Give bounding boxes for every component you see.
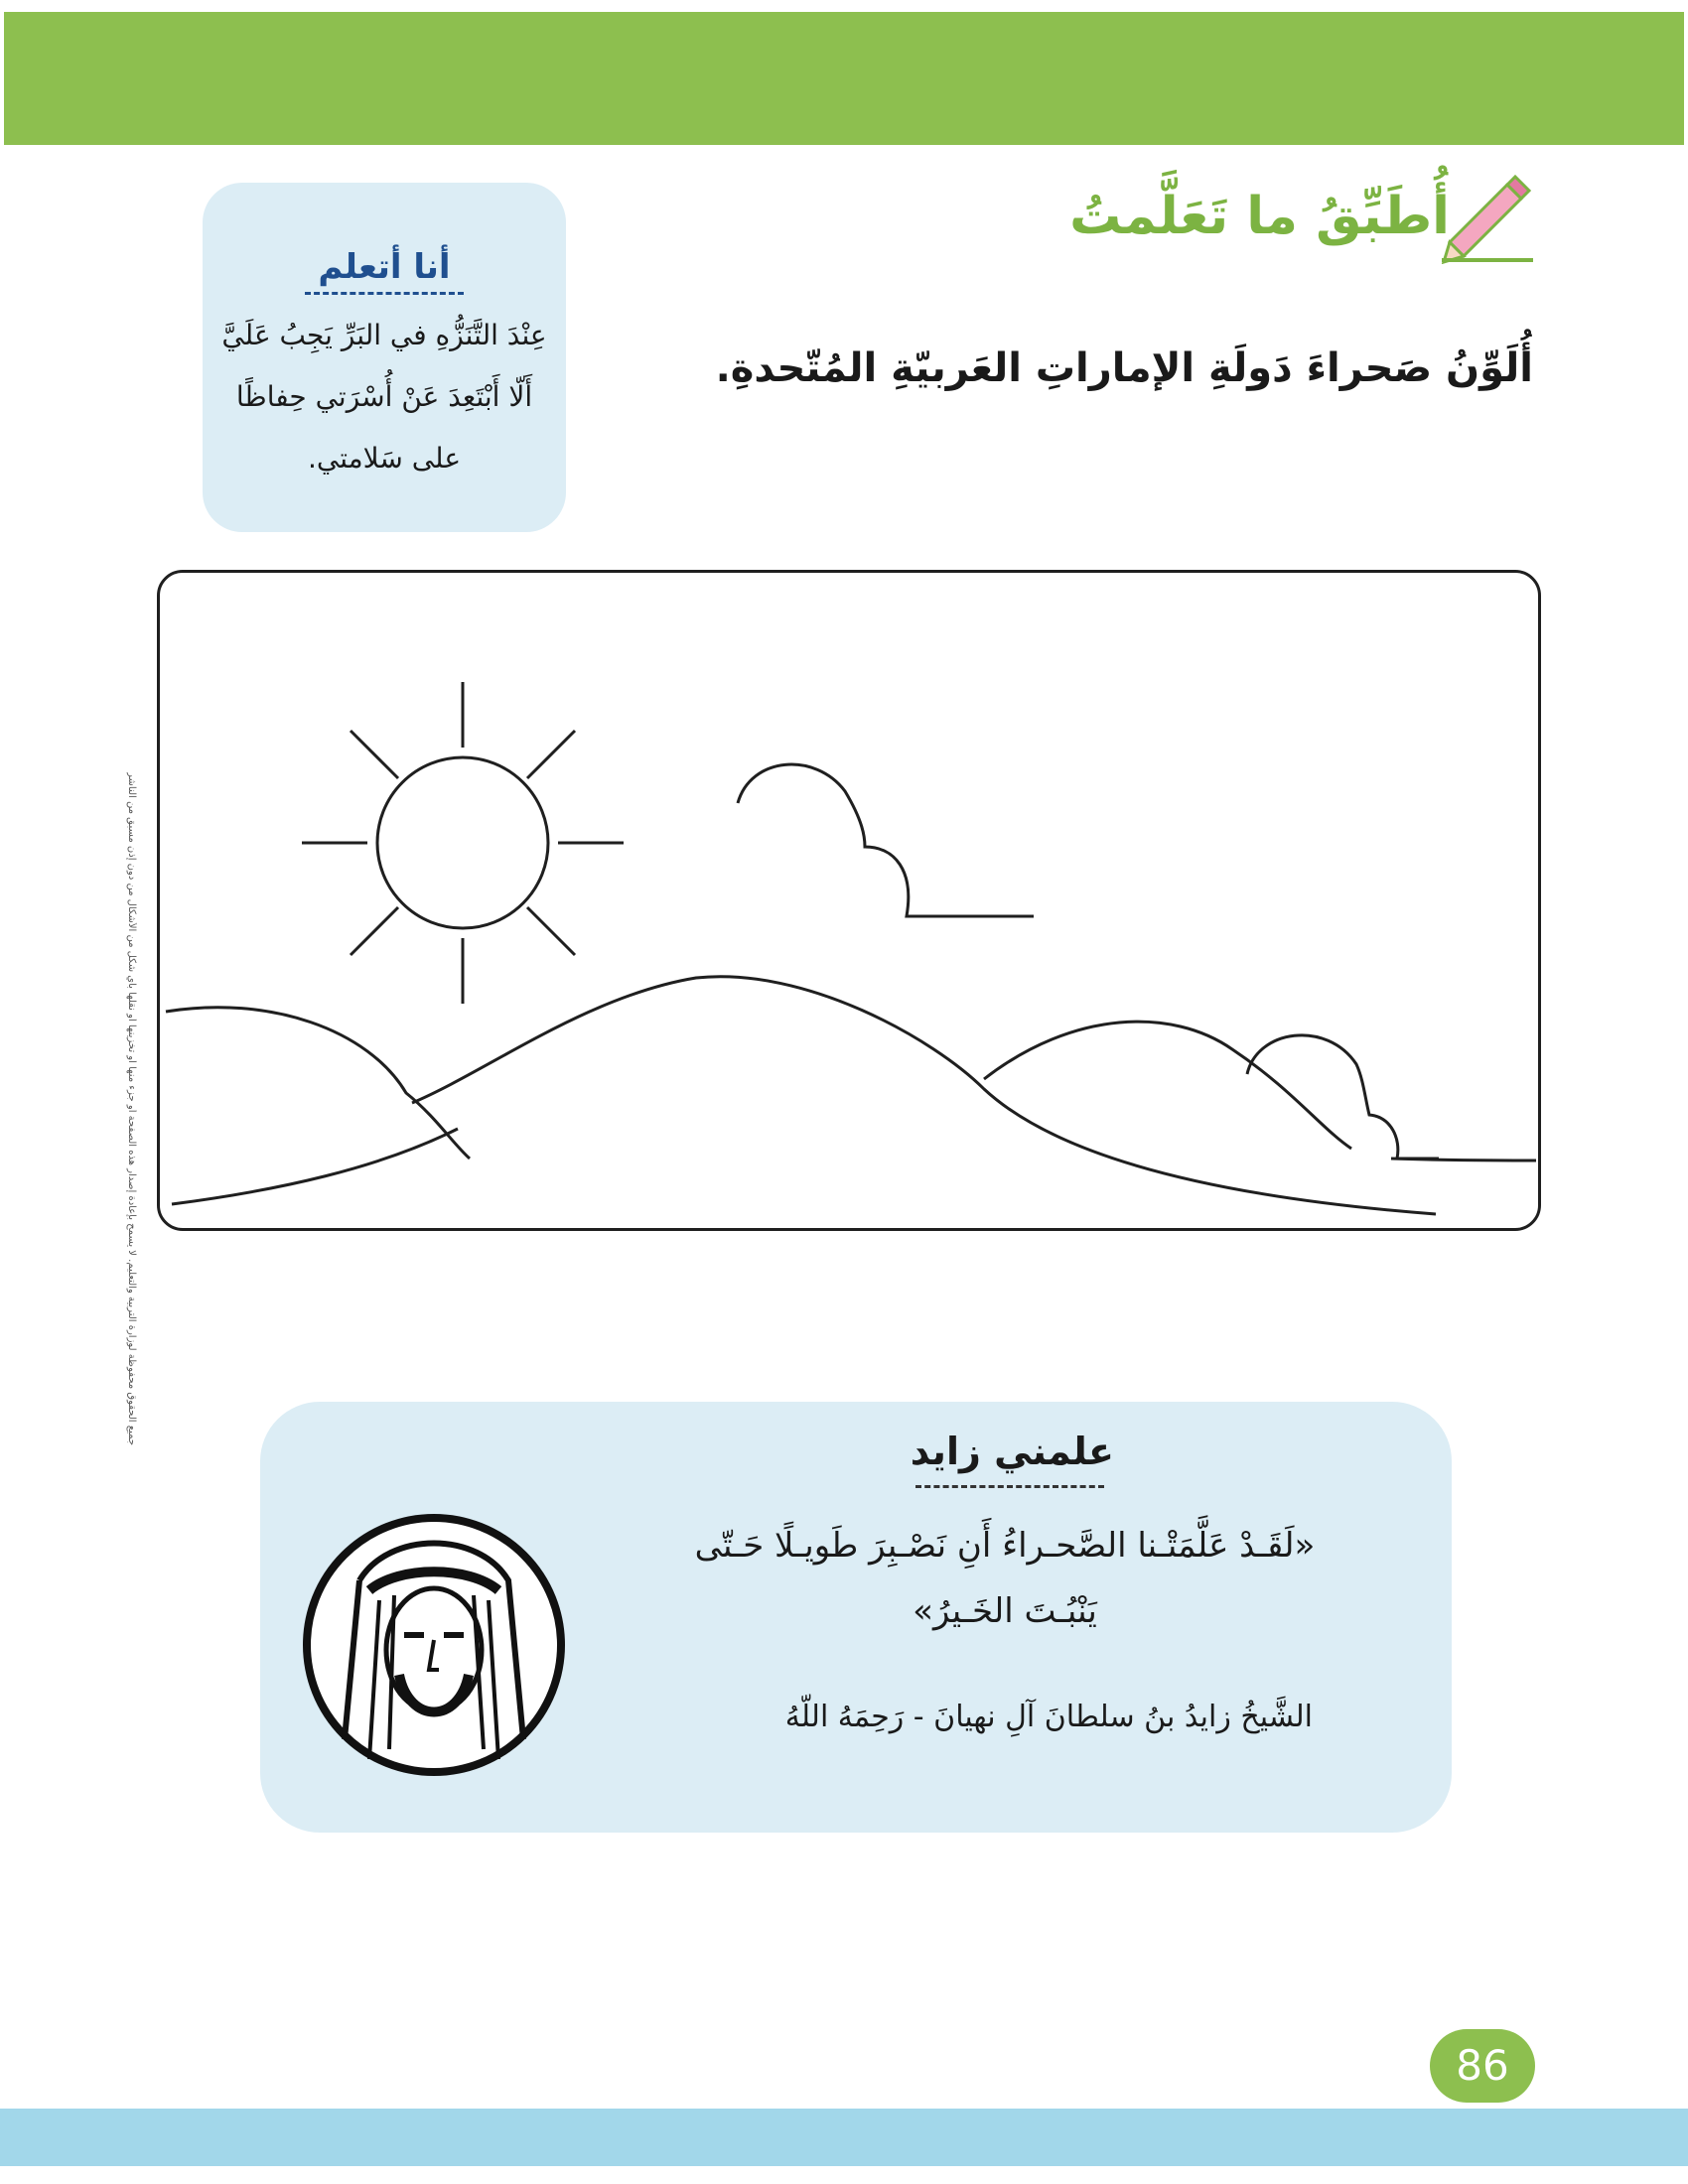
dune-icon	[166, 977, 1536, 1214]
sun-icon	[302, 682, 624, 1004]
learn-box-underline	[305, 292, 464, 295]
learn-box	[203, 183, 566, 532]
zayed-attribution: الشَّيخُ زايدُ بنُ سلطانَ آلِ نهيانَ - رَحِمَهُ اللّهُ	[784, 1700, 1313, 1734]
page-number: 86	[1430, 2029, 1535, 2103]
pencil-icon	[1438, 165, 1537, 264]
zayed-quote-box	[260, 1402, 1452, 1833]
copyright-side-note: جميع الحقوق محفوظة لوزارة التربية والتعليم. لا يسمح بإعادة إصدار هذه الصفحة أو جزء منها أو تخزينها أو نقلها بأي شكل من الأشكال من دون إذن مسبق من الناشر	[126, 772, 137, 1446]
zayed-quote-text: «لَقَـدْ عَلَّمَتْـنا الصَّحـراءُ أَنِ نَصْـبِرَ طَويـلًا حَـتّى يَنْبُـتَ الخَـيرُ»	[694, 1526, 1316, 1631]
instruction-text: أُلَوِّنُ صَحراءَ دَولَةِ الإماراتِ العَربيّةِ المُتّحدةِ.	[715, 345, 1533, 391]
top-band	[4, 12, 1684, 145]
zayed-box-underline	[915, 1485, 1104, 1488]
zayed-box-title: علمني زايد	[910, 1430, 1114, 1473]
learn-box-text: عِنْدَ التَّنَزُّهِ في البَرِّ يَجِبُ عَلَيَّ أَلّا أَبْتَعِدَ عَنْ أُسْرَتي حِفاظًا على سَلامتي.	[221, 319, 547, 475]
sheikh-zayed-portrait-icon	[300, 1511, 568, 1779]
learn-box-title: أنا أتعلم	[318, 247, 451, 287]
section-title: أُطَبِّقُ ما تَعَلَّمتُ	[1069, 187, 1450, 246]
coloring-picture-frame[interactable]	[157, 570, 1541, 1231]
cloud-icon	[738, 764, 1439, 1159]
bottom-band	[0, 2109, 1688, 2166]
